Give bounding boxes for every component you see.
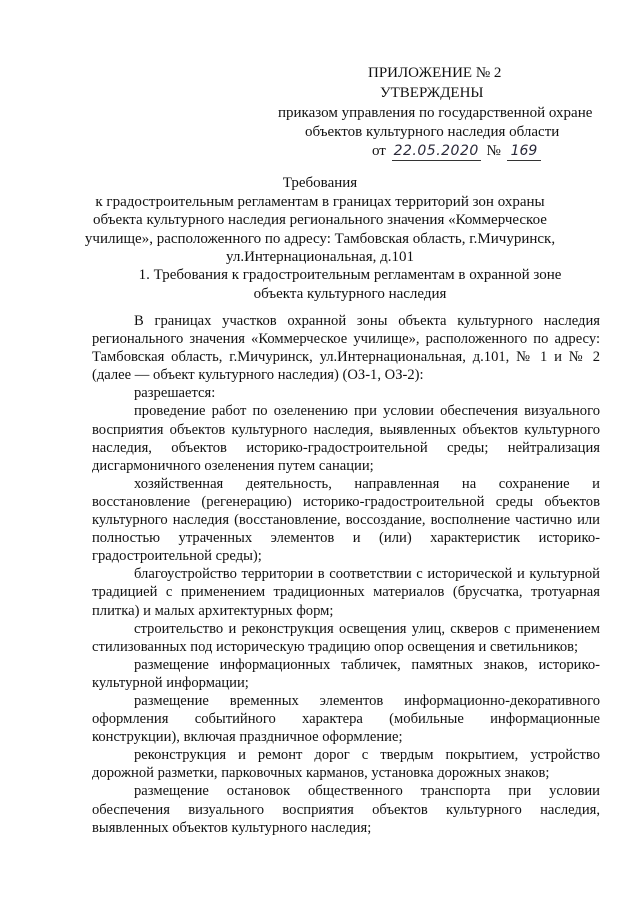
number-prefix: № <box>486 143 501 159</box>
order-date-line <box>372 142 541 161</box>
order-line-1: приказом управления по государственной охране <box>278 105 593 121</box>
appendix-label: ПРИЛОЖЕНИЕ № 2 <box>368 65 502 81</box>
section-line-1: 1. Требования к градостроительным регламентам в охранной зоне <box>138 267 562 283</box>
approved-label: УТВЕРЖДЕНЫ <box>380 85 484 101</box>
paragraph: проведение работ по озеленению при условии обеспечения визуального восприятия объектов культурного наследия, выявленных объектов культурного наследия, объектов историко-градостроительной среды; нейтрализация дисгармоничного озеленения путем санации; <box>92 403 600 474</box>
title-heading: Требования <box>282 175 358 191</box>
paragraph: разрешается: <box>134 385 216 402</box>
paragraph: размещение информационных табличек, памятных знаков, историко-культурной информации; <box>92 656 600 691</box>
title-line-1: к градостроительным регламентам в границах территорий зон охраны <box>95 193 545 210</box>
document-body <box>92 312 600 837</box>
title-line-2: объекта культурного наследия регионального значения «Коммерческое <box>93 212 547 228</box>
paragraph: строительство и реконструкция освещения улиц, скверов с применением стилизованных под историческую традицию опор освещения и светильников; <box>92 620 600 655</box>
section-heading <box>110 266 590 303</box>
order-line-2: объектов культурного наследия области <box>305 124 560 140</box>
paragraph: реконструкция и ремонт дорог с твердым покрытием, устройство дорожной разметки, парковочных карманов, установка дорожных знаков; <box>92 747 600 782</box>
paragraph: размещение временных элементов информационно-декоративного оформления событийного характера (мобильные информационные конструкции), включая праздничное оформление; <box>92 692 600 746</box>
document-title <box>70 174 570 267</box>
paragraph: благоустройство территории в соответствии с исторической и культурной традицией с применением традиционных материалов (брусчатка, тротуарная плитка) и малых архитектурных форм; <box>92 566 600 619</box>
handwritten-date: 22.05.2020 <box>393 143 479 159</box>
paragraph: размещение остановок общественного транспорта при условии обеспечения визуального восприятия объектов культурного наследия, выявленных объектов культурного наследия; <box>92 783 600 836</box>
handwritten-number: 169 <box>507 142 542 161</box>
section-line-2: объекта культурного наследия <box>253 285 447 302</box>
title-line-4: ул.Интернациональная, д.101 <box>226 249 414 265</box>
paragraph: хозяйственная деятельность, направленная на сохранение и восстановление (регенерацию) историко-градостроительной среды объектов культурного наследия (восстановление, воссоздание, восполнение частично или полностью утраченных элементов и (или) характеристик историко-градостроительной среды); <box>92 475 600 565</box>
paragraph: В границах участков охранной зоны объекта культурного наследия регионального значения «Коммерческое училище», расположенного по адресу: Тамбовская область, г.Мичуринск, ул.Интернациональная, д.101, № 1 и № 2 (далее — объект культурного наследия) (ОЗ-1, ОЗ-2): <box>92 313 600 384</box>
title-line-3: училище», расположенного по адресу: Тамбовская область, г.Мичуринск, <box>84 230 556 247</box>
date-prefix: от <box>372 143 386 159</box>
